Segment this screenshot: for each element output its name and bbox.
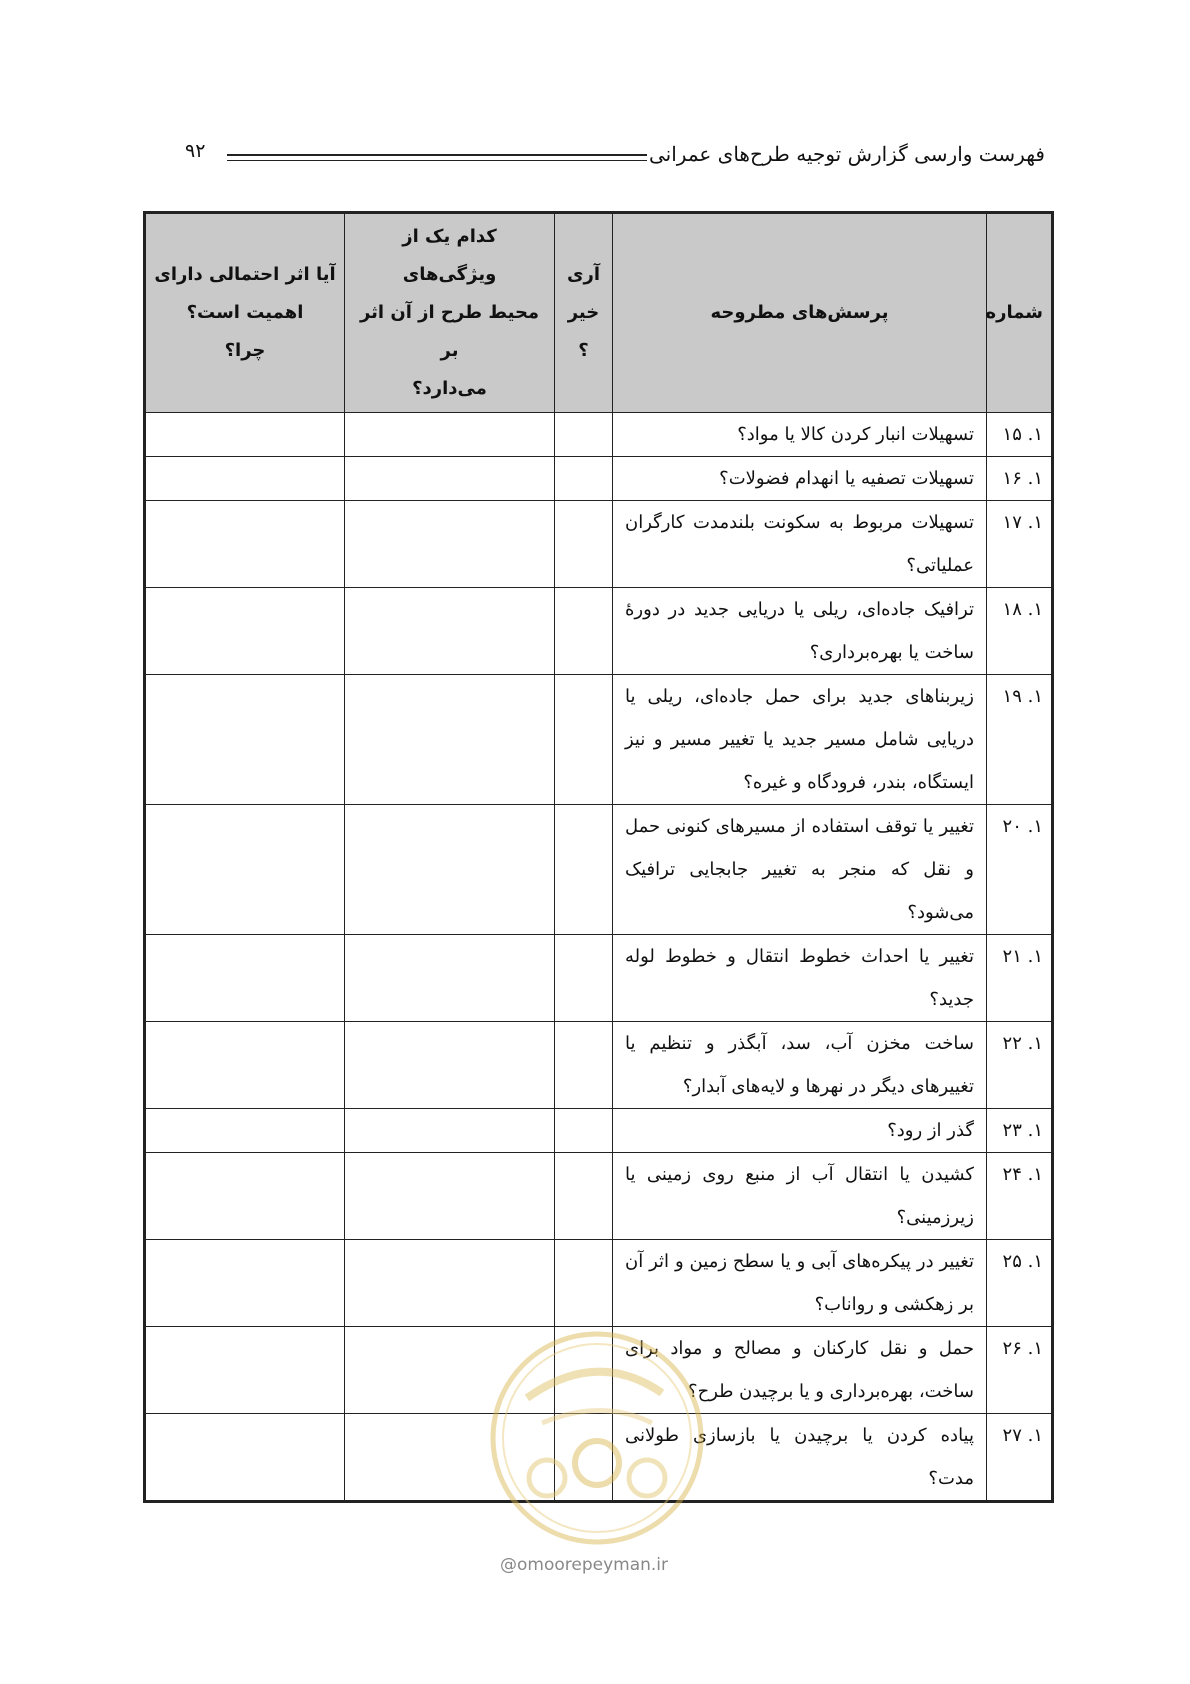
row-question: گذر از رود؟ [613,1109,987,1153]
feature-line-1: کدام یک از ویژگی‌های [402,226,497,285]
row-number: ۱. ۱۷ [987,501,1053,588]
row-number: ۱. ۲۵ [987,1240,1053,1327]
yes-no-cell[interactable] [555,675,613,805]
yes-no-cell[interactable] [555,1153,613,1240]
row-question: حمل و نقل کارکنان و مصالح و مواد برای ساخت، بهره‌برداری و یا برچیدن طرح؟ [613,1327,987,1414]
row-question: تغییر یا توقف استفاده از مسیرهای کنونی حمل و نقل که منجر به تغییر جابجایی ترافیک می‌شود؟ [613,805,987,935]
table-header-row [145,213,1053,413]
table-row [145,457,1053,501]
table-row [145,1022,1053,1109]
header-rule [227,154,647,156]
importance-cell[interactable] [145,1022,345,1109]
table-row [145,675,1053,805]
row-number: ۱. ۲۷ [987,1414,1053,1502]
importance-cell[interactable] [145,1109,345,1153]
feature-cell[interactable] [345,1022,555,1109]
feature-cell[interactable] [345,675,555,805]
page-number: ۹۲ [185,140,206,162]
row-question: ترافیک جاده‌ای، ریلی یا دریایی جدید در دورهٔ ساخت یا بهره‌برداری؟ [613,588,987,675]
table-row [145,1153,1053,1240]
running-title: فهرست وارسی گزارش توجیه طرح‌های عمرانی [649,142,1045,166]
yes-no-cell[interactable] [555,1240,613,1327]
yes-no-line-2: خیر [567,302,600,323]
yes-no-cell[interactable] [555,413,613,457]
importance-line-3: چرا؟ [224,340,266,361]
yes-no-cell[interactable] [555,501,613,588]
yes-no-cell[interactable] [555,1109,613,1153]
feature-line-2: محیط طرح از آن اثر بر [359,302,540,361]
table-row [145,501,1053,588]
column-header-question: پرسش‌های مطروحه [613,213,987,413]
feature-cell[interactable] [345,1153,555,1240]
yes-no-cell[interactable] [555,588,613,675]
yes-no-cell[interactable] [555,457,613,501]
feature-cell[interactable] [345,457,555,501]
yes-no-cell[interactable] [555,935,613,1022]
page-header [175,140,1045,174]
row-number: ۱. ۲۴ [987,1153,1053,1240]
row-number: ۱. ۱۶ [987,457,1053,501]
table-row [145,413,1053,457]
row-number: ۱. ۲۲ [987,1022,1053,1109]
row-number: ۱. ۲۰ [987,805,1053,935]
importance-cell[interactable] [145,1153,345,1240]
column-header-number: شماره [987,213,1053,413]
feature-line-3: می‌دارد؟ [412,378,487,399]
importance-cell[interactable] [145,457,345,501]
importance-cell[interactable] [145,1414,345,1502]
feature-cell[interactable] [345,1109,555,1153]
yes-no-line-1: آری [566,264,601,285]
importance-line-1: آیا اثر احتمالی دارای [154,264,336,285]
importance-cell[interactable] [145,805,345,935]
importance-cell[interactable] [145,501,345,588]
importance-line-2: اهمیت است؟ [186,302,304,323]
table-row [145,1109,1053,1153]
table-row [145,935,1053,1022]
table-row [145,1240,1053,1327]
yes-no-cell[interactable] [555,805,613,935]
importance-cell[interactable] [145,1327,345,1414]
row-number: ۱. ۱۵ [987,413,1053,457]
row-question: کشیدن یا انتقال آب از منبع روی زمینی یا زیرزمینی؟ [613,1153,987,1240]
feature-cell[interactable] [345,413,555,457]
row-question: تسهیلات انبار کردن کالا یا مواد؟ [613,413,987,457]
row-number: ۱. ۲۶ [987,1327,1053,1414]
row-question: تسهیلات تصفیه یا انهدام فضولات؟ [613,457,987,501]
row-number: ۱. ۲۳ [987,1109,1053,1153]
feature-cell[interactable] [345,588,555,675]
watermark-seal [487,1328,707,1548]
feature-cell[interactable] [345,501,555,588]
column-header-yes-no [555,213,613,413]
feature-cell[interactable] [345,935,555,1022]
importance-cell[interactable] [145,413,345,457]
yes-no-line-3: ؟ [578,340,589,361]
column-header-feature [345,213,555,413]
feature-cell[interactable] [345,805,555,935]
watermark-site: @omoorepeyman.ir [500,1555,669,1575]
yes-no-cell[interactable] [555,1022,613,1109]
row-question: ساخت مخزن آب، سد، آبگذر و تنظیم یا تغییرهای دیگر در نهرها و لایه‌های آبدار؟ [613,1022,987,1109]
header-rule-thin [227,160,647,161]
row-number: ۱. ۲۱ [987,935,1053,1022]
table-row [145,588,1053,675]
row-question: تغییر یا احداث خطوط انتقال و خطوط لوله جدید؟ [613,935,987,1022]
importance-cell[interactable] [145,675,345,805]
row-number: ۱. ۱۹ [987,675,1053,805]
row-number: ۱. ۱۸ [987,588,1053,675]
row-question: تسهیلات مربوط به سکونت بلندمدت کارگران عملیاتی؟ [613,501,987,588]
feature-cell[interactable] [345,1240,555,1327]
row-question: زیربناهای جدید برای حمل جاده‌ای، ریلی یا دریایی شامل مسیر جدید یا تغییر مسیر و نیز ایستگاه، بندر، فرودگاه و غیره؟ [613,675,987,805]
importance-cell[interactable] [145,1240,345,1327]
importance-cell[interactable] [145,935,345,1022]
checklist-table [143,211,1054,1503]
row-question: پیاده کردن یا برچیدن یا بازسازی طولانی مدت؟ [613,1414,987,1502]
importance-cell[interactable] [145,588,345,675]
column-header-importance [145,213,345,413]
table-row [145,805,1053,935]
row-question: تغییر در پیکره‌های آبی و یا سطح زمین و اثر آن بر زهکشی و رواناب؟ [613,1240,987,1327]
